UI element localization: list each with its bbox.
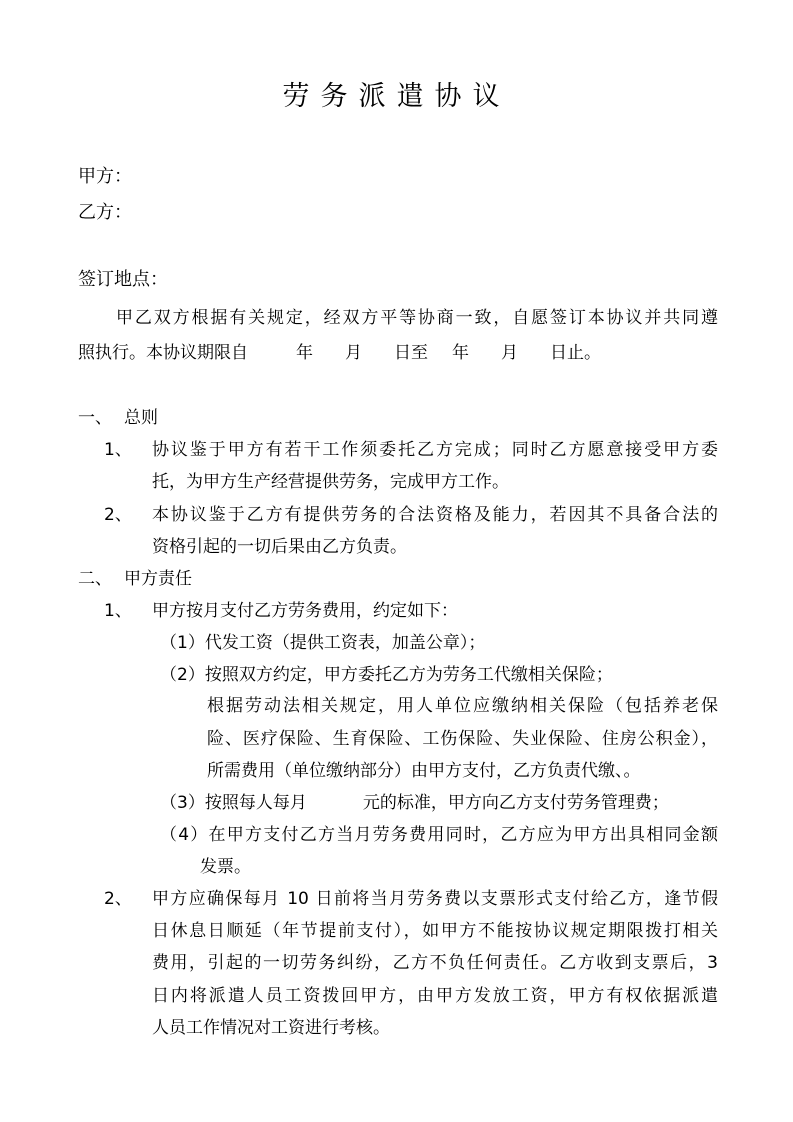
sub-item-2-detail-2: 险、医疗保险、生育保险、工伤保险、失业保险、住房公积金），	[207, 729, 718, 749]
s1-item-2-number: 2、	[104, 505, 132, 525]
section-1-title: 总则	[124, 408, 158, 428]
party-a-label: 甲方：	[78, 166, 132, 187]
sub-item-3-text-b: 元的标准，甲方向乙方支付劳务管理费；	[362, 793, 669, 813]
section-2-number: 二、	[78, 569, 112, 589]
preamble-term-text: 照执行。本协议期限自	[78, 343, 248, 363]
sub-item-2-detail-3: 所需费用（单位缴纳部分）由甲方支付，乙方负责代缴、。	[207, 761, 641, 781]
sub-item-2: （2）按照双方约定，甲方委托乙方为劳务工代缴相关保险；	[160, 665, 613, 685]
term-month-end: 月	[501, 343, 518, 363]
preamble-line-2	[78, 341, 601, 365]
s1-item-1-line-2: 托，为甲方生产经营提供劳务，完成甲方工作。	[152, 472, 509, 492]
s2-item-2-line-4: 日内将派遣人员工资拨回甲方，由甲方发放工资，甲方有权依据派遣	[152, 986, 718, 1006]
term-day-start: 日至	[394, 343, 428, 363]
s2-item-1-line-1: 甲方按月支付乙方劳务费用，约定如下：	[152, 601, 458, 621]
sub-item-4-line-1: （4）在甲方支付乙方当月劳务费用同时，乙方应为甲方出具相同金额	[160, 825, 718, 845]
s2-item-2-line-1: 甲方应确保每月 10 日前将当月劳务费以支票形式支付给乙方，逢节假	[152, 889, 718, 909]
preamble-line-1: 甲乙双方根据有关规定，经双方平等协商一致，自愿签订本协议并共同遵	[116, 308, 718, 328]
sub-item-3-text-a: （3）按照每人每月	[160, 793, 307, 813]
document-title: 劳务派遣协议	[282, 81, 511, 112]
party-b-label: 乙方：	[78, 202, 132, 223]
s2-item-2-line-2: 日休息日顺延（年节提前支付），如甲方不能按协议规定期限拨打相关	[152, 921, 718, 941]
sub-item-1: （1）代发工资（提供工资表，加盖公章）；	[160, 633, 486, 653]
term-year-end: 年	[452, 343, 469, 363]
s2-item-2-line-3: 费用，引起的一切劳务纠纷，乙方不负任何责任。乙方收到支票后，3	[152, 953, 718, 973]
section-2-title: 甲方责任	[124, 569, 192, 589]
s1-item-2-line-1: 本协议鉴于乙方有提供劳务的合法资格及能力，若因其不具备合法的	[152, 505, 718, 525]
s1-item-1-number: 1、	[104, 440, 132, 460]
s2-item-2-line-5: 人员工作情况对工资进行考核。	[152, 1018, 390, 1038]
section-1-number: 一、	[78, 408, 112, 428]
s1-item-2-line-2: 资格引起的一切后果由乙方负责。	[152, 537, 407, 557]
term-year-start: 年	[296, 343, 313, 363]
s2-item-2-number: 2、	[104, 889, 132, 909]
sub-item-4-line-2: 发票。	[200, 857, 251, 877]
s2-item-1-number: 1、	[104, 601, 132, 621]
sub-item-2-detail-1: 根据劳动法相关规定，用人单位应缴纳相关保险（包括养老保	[207, 696, 718, 716]
sub-item-3	[160, 791, 669, 815]
signing-place-label: 签订地点：	[78, 269, 168, 290]
term-day-end: 日止。	[550, 343, 601, 363]
s1-item-1-line-1: 协议鉴于甲方有若干工作须委托乙方完成；同时乙方愿意接受甲方委	[152, 440, 718, 460]
term-month-start: 月	[345, 343, 362, 363]
